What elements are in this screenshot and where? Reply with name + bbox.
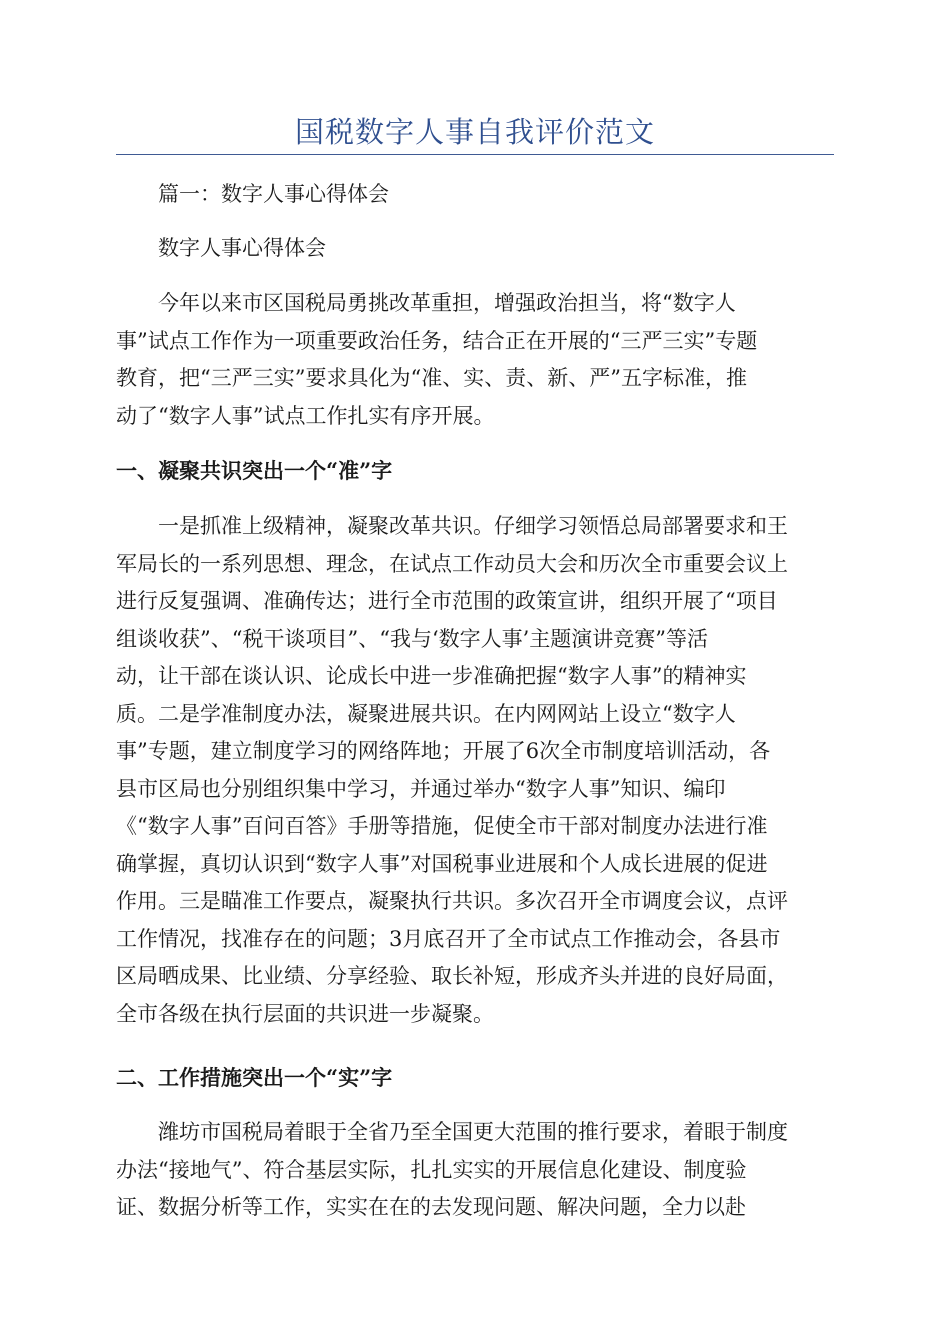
- paragraph-line: 全市各级在执行层面的共识进一步凝聚。: [116, 1001, 494, 1026]
- paragraph-line: 事”专题，建立制度学习的网络阵地；开展了6次全市制度培训活动，各: [116, 739, 771, 763]
- paragraph-line: 县市区局也分别组织集中学习，并通过举办“数字人事”知识、编印: [116, 776, 726, 801]
- paragraph-line: 动了“数字人事”试点工作扎实有序开展。: [116, 403, 495, 428]
- document-title: 国税数字人事自我评价范文: [294, 115, 655, 149]
- paragraph-line: 办法“接地气”、符合基层实际，扎扎实实的开展信息化建设、制度验: [116, 1157, 747, 1182]
- subtitle-block: [116, 230, 834, 268]
- paragraph-line: 工作情况，找准存在的问题；3月底召开了全市试点工作推动会，各县市: [116, 926, 781, 951]
- paragraph-line: 教育，把“三严三实”要求具化为“准、实、责、新、严”五字标准，推: [116, 366, 747, 390]
- title-underline: [116, 154, 834, 155]
- paragraph-line: 质。二是学准制度办法，凝聚进展共识。在内网网站上设立“数字人: [116, 701, 736, 726]
- intro-paragraph: [116, 285, 834, 435]
- paragraph-line: 区局晒成果、比业绩、分享经验、取长补短，形成齐头并进的良好局面，: [116, 964, 788, 988]
- paragraph-line: 今年以来市区国税局勇挑改革重担，增强政治担当，将“数字人: [158, 291, 736, 315]
- paragraph-line: 《“数字人事”百问百答》手册等措施，促使全市干部对制度办法进行准: [116, 814, 768, 838]
- section-heading-text: 一、凝聚共识突出一个“准”字: [116, 458, 393, 483]
- subtitle: 数字人事心得体会: [158, 236, 326, 260]
- section-label: 篇一：数字人事心得体会: [158, 182, 389, 206]
- paragraph-line: 作用。三是瞄准工作要点，凝聚执行共识。多次召开全市调度会议，点评: [116, 889, 788, 913]
- paragraph-line: 组谈收获”、“税干谈项目”、“我与‘数字人事’主题演讲竞赛”等活: [116, 626, 709, 651]
- section-heading-2: [116, 1059, 834, 1097]
- paragraph-line: 一是抓准上级精神，凝聚改革共识。仔细学习领悟总局部署要求和王: [158, 514, 788, 538]
- paragraph-line: 事”试点工作作为一项重要政治任务，结合正在开展的“三严三实”专题: [116, 328, 758, 353]
- paragraph-line: 证、数据分析等工作，实实在在的去发现问题、解决问题，全力以赴: [116, 1195, 746, 1219]
- paragraph-line: 进行反复强调、准确传达；进行全市范围的政策宣讲，组织开展了“项目: [116, 589, 778, 613]
- paragraph-line: 动，让干部在谈认识、论成长中进一步准确把握“数字人事”的精神实: [116, 664, 747, 688]
- paragraph-line: 军局长的一系列思想、理念，在试点工作动员大会和历次全市重要会议上: [116, 551, 788, 576]
- paragraph-line: 潍坊市国税局着眼于全省乃至全国更大范围的推行要求，着眼于制度: [158, 1120, 788, 1144]
- section-label-block: [116, 176, 834, 214]
- section-heading-1: [116, 452, 834, 490]
- section-heading-text: 二、工作措施突出一个“实”字: [116, 1065, 393, 1090]
- paragraph-2: [116, 1114, 834, 1227]
- paragraph-line: 确掌握，真切认识到“数字人事”对国税事业进展和个人成长进展的促进: [116, 851, 768, 876]
- paragraph-1: [116, 508, 834, 1033]
